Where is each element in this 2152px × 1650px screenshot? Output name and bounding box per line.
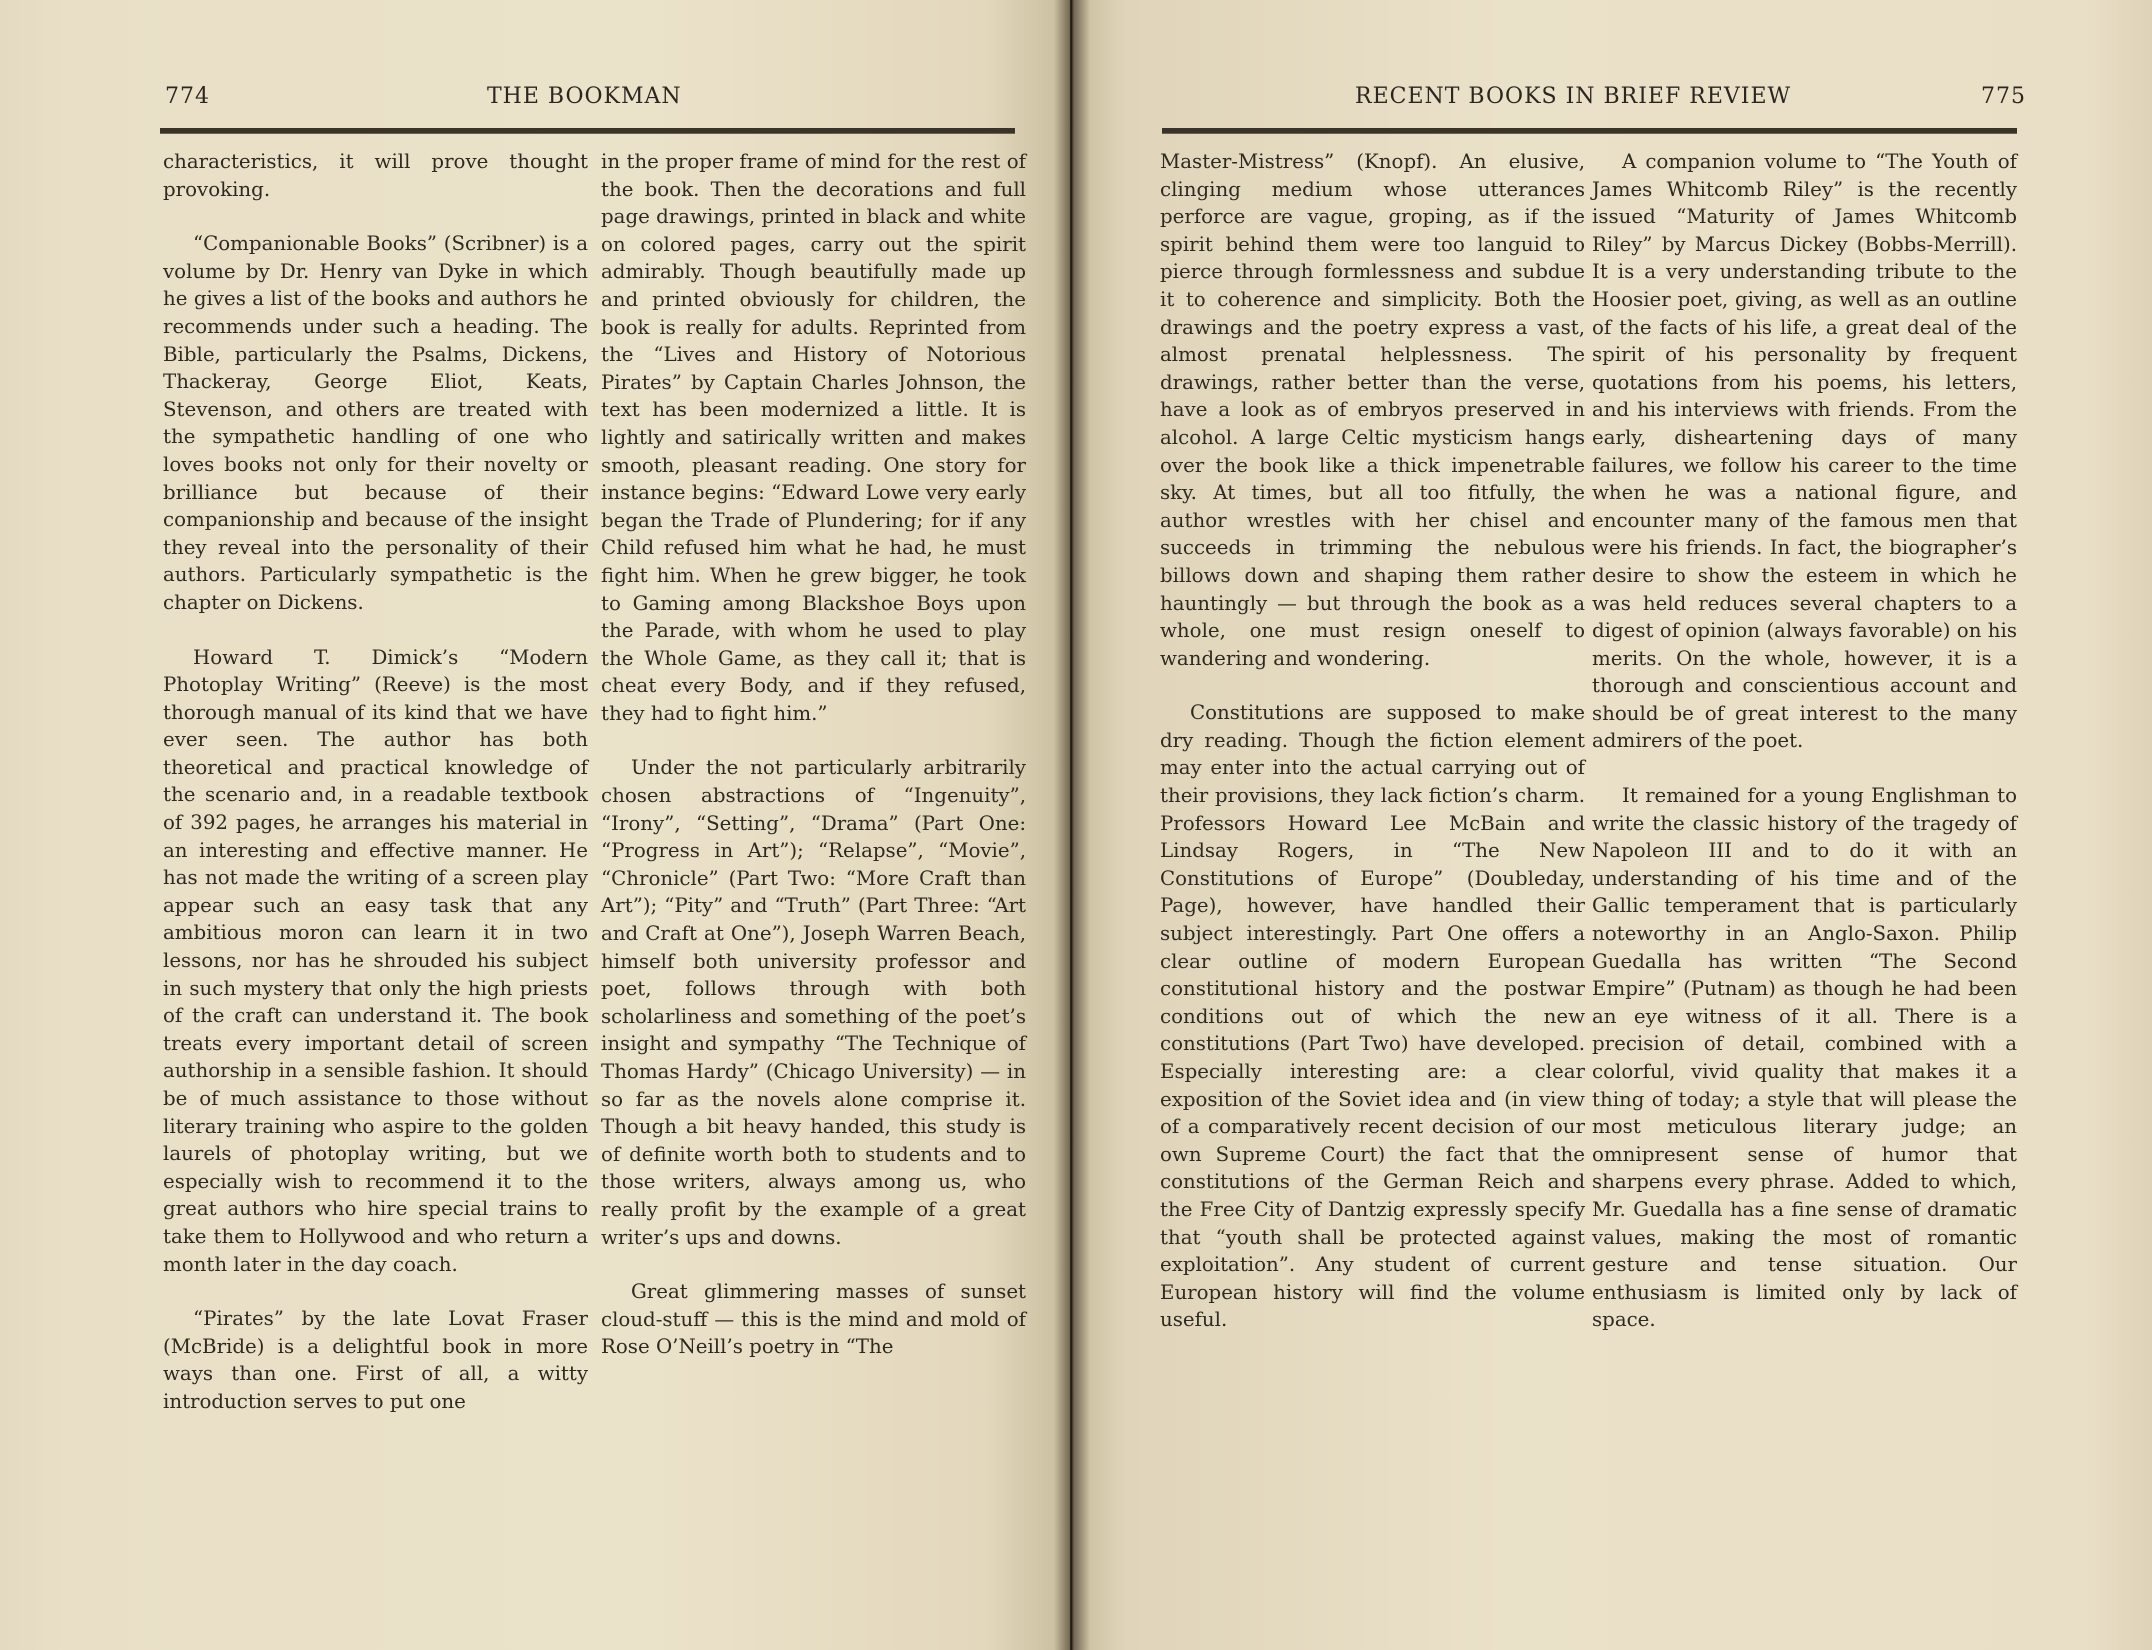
paragraph: Great glimmering masses of sunset cloud-stuff — this is the mind and mold of Rose O’Neill’s poetry in “The (601, 1280, 1026, 1359)
right-column-1 (1160, 148, 1585, 1334)
header-rule-right (1162, 128, 2017, 134)
paragraph: in the proper frame of mind for the rest of the book. Then the decorations and full page drawings, printed in black and white on colored pages, carry out the spirit admirably. Though beautifully made up and printed obviously for children, the book is really for adults. Reprinted from the “Lives and History of Notorious Pirates” by Captain Charles Johnson, the text has been modernized a little. It is lightly and satirically written and makes smooth, pleasant reading. One story for instance begins: “Edward Lowe very early began the Trade of Plundering; for if any Child refused him what he had, he must fight him. When he grew bigger, he took to Gaming among Blackshoe Boys upon the Parade, with whom he used to play the Whole Game, as they call it; that is cheat every Body, and if they refused, they had to fight him.” (601, 150, 1026, 725)
paragraph: It remained for a young Englishman to write the classic history of the tragedy of Napoleon III and to do it with an understanding of his time and of the Gallic temperament that is particularly noteworthy in an Anglo-Saxon. Philip Guedalla has written “The Second Empire” (Putnam) as though he had been an eye witness of it all. There is a precision of detail, combined with a colorful, vivid quality that makes it a thing of today; a style that will please the most meticulous literary judge; an omnipresent sense of humor that sharpens every phrase. Added to which, Mr. Guedalla has a fine sense of dramatic values, making the most of romantic gesture and tense situation. Our enthusiasm is limited only by lack of space. (1592, 784, 2017, 1332)
paragraph: “Companionable Books” (Scribner) is a volume by Dr. Henry van Dyke in which he gives a list of the books and authors he recommends under such a heading. The Bible, particularly the Psalms, Dickens, Thackeray, George Eliot, Keats, Stevenson, and others are treated with the sympathetic handling of one who loves books not only for their novelty or brilliance but because of their companionship and because of the insight they reveal into the personality of their authors. Particularly sympathetic is the chapter on Dickens. (163, 232, 588, 614)
paragraph: Under the not particularly arbitrarily chosen abstractions of “Ingenuity”, “Irony”, “Setting”, “Drama” (Part One: “Progress in Art”); “Relapse”, “Movie”, “Chronicle” (Part Two: “More Craft than Art”); “Pity” and “Truth” (Part Three: “Art and Craft at One”), Joseph Warren Beach, himself both university professor and poet, follows through with both scholarliness and something of the poet’s insight and sympathy “The Technique of Thomas Hardy” (Chicago University) — in so far as the novels alone comprise it. Though a bit heavy handed, this study is of definite worth both to students and to those writers, always among us, who really profit by the example of a great writer’s ups and downs. (601, 756, 1026, 1249)
paragraph: Howard T. Dimick’s “Modern Photoplay Writing” (Reeve) is the most thorough manual of its kind that we have ever seen. The author has both theoretical and practical knowledge of the scenario and, in a readable textbook of 392 pages, he arranges his material in an interesting and effective manner. He has not made the writing of a screen play appear such an easy task that any ambitious moron can learn it in two lessons, nor has he shrouded his subject in such mystery that only the high priests of the craft can understand it. The book treats every important detail of screen authorship in a sensible fashion. It should be of much assistance to those without literary training who aspire to the golden laurels of photoplay writing, but we especially wish to recommend it to the great authors who hire special trains to take them to Hollywood and who return a month later in the day coach. (163, 645, 588, 1276)
paragraph: A companion volume to “The Youth of James Whitcomb Riley” is the recently issued “Maturity of James Whitcomb Riley” by Marcus Dickey (Bobbs-Merrill). It is a very understanding tribute to the Hoosier poet, giving, as well as an outline of the facts of his life, a great deal of the spirit of his personality by frequent quotations from his poems, his letters, and his interviews with friends. From the early, disheartening days of many failures, we follow his career to the time when he was a national figure, and encounter many of the famous men that were his friends. In fact, the biographer’s desire to show the esteem in which he was held reduces several chapters to a digest of opinion (always favorable) on his merits. On the whole, however, it is a thorough and conscientious account and should be of great interest to the many admirers of the poet. (1592, 150, 2017, 753)
left-page (0, 0, 1070, 1650)
page-number-right: 775 (1981, 84, 2026, 109)
paragraph: “Pirates” by the late Lovat Fraser (McBride) is a delightful book in more ways than one. First of all, a witty introduction serves to put one (163, 1307, 588, 1413)
right-page (1072, 0, 2152, 1650)
paragraph: characteristics, it will prove thought provoking. (163, 150, 588, 201)
header-rule-left (160, 128, 1015, 134)
running-head-left: THE BOOKMAN (487, 84, 682, 109)
left-column-1 (163, 148, 588, 1416)
paragraph: Master-Mistress” (Knopf). An elusive, clinging medium whose utterances perforce are vague, groping, as if the spirit behind them were too languid to pierce through formlessness and subdue it to coherence and simplicity. Both the drawings and the poetry express a vast, almost prenatal helplessness. The drawings, rather better than the verse, have a look as of embryos preserved in alcohol. A large Celtic mysticism hangs over the book like a thick impenetrable sky. At times, but all too fitfully, the author wrestles with her chisel and succeeds in trimming the nebulous billows down and shaping them rather hauntingly — but through the book as a whole, one must resign oneself to wandering and wondering. (1160, 150, 1585, 670)
paragraph: Constitutions are supposed to make dry reading. Though the fiction element may enter into the actual carrying out of their provisions, they lack fiction’s charm. Professors Howard Lee McBain and Lindsay Rogers, in “The New Constitutions of Europe” (Doubleday, Page), however, have handled their subject interestingly. Part One offers a clear outline of modern European constitutional history and the postwar conditions out of which the new constitutions (Part Two) have developed. Especially interesting are: a clear exposition of the Soviet idea and (in view of a comparatively recent decision of our own Supreme Court) the fact that the constitutions of the German Reich and the Free City of Dantzig expressly specify that “youth shall be protected against exploitation”. Any student of current European history will find the volume useful. (1160, 701, 1585, 1332)
left-column-2 (601, 148, 1026, 1361)
page-number-left: 774 (165, 84, 210, 109)
book-gutter (1054, 0, 1090, 1650)
right-column-2 (1592, 148, 2017, 1334)
running-head-right: RECENT BOOKS IN BRIEF REVIEW (1355, 84, 1792, 109)
